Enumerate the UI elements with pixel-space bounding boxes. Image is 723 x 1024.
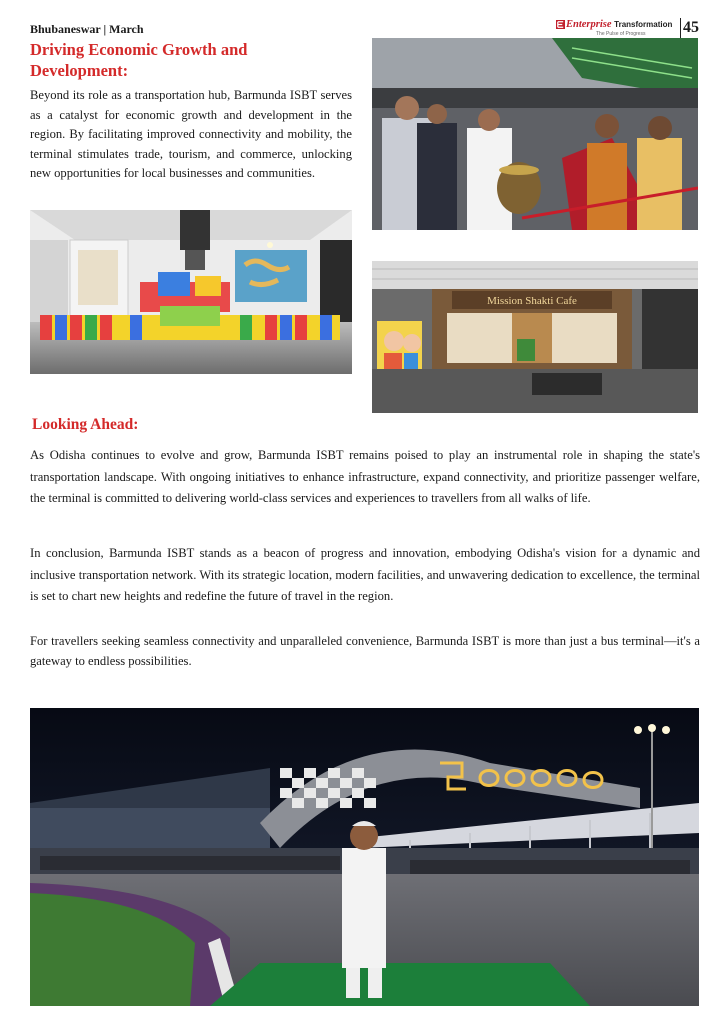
section-title-looking-ahead: Looking Ahead: — [32, 416, 139, 433]
section-title-line-2: Development: — [30, 61, 129, 80]
header-location-month: Bhubaneswar | March — [30, 22, 144, 36]
paragraph-looking-ahead-2: In conclusion, Barmunda ISBT stands as a beacon of progress and innovation, embodying Odisha's vision for a dynamic and inclusive transportation network. With its strategic location, modern facilities, and unwavering dedication to excellence, the terminal is set to chart new heights and redefine the future of travel in the region. — [30, 546, 700, 603]
section-title-line-1: Driving Economic Growth and — [30, 40, 248, 59]
brand-tagline: The Pulse of Progress — [596, 31, 646, 37]
paragraph-looking-ahead-3: For travellers seeking seamless connectivity and unparalleled convenience, Barmunda ISBT is more than just a bus terminal—it's a gateway to endless possibilities. — [30, 634, 700, 668]
brand-logo-block — [556, 19, 681, 39]
page-number: 45 — [680, 18, 699, 38]
photo-inauguration-event — [372, 38, 698, 230]
brand-mark-icon — [556, 20, 565, 29]
cafe-sign-text: Mission Shakti Cafe — [487, 295, 577, 307]
brand-name-transformation: Transformation — [614, 20, 673, 29]
photo-terminal-night — [30, 708, 699, 1006]
brand-name — [566, 19, 672, 30]
brand-name-enterprise: Enterprise — [566, 19, 612, 30]
photo-mission-shakti-cafe — [372, 261, 698, 413]
section-title-economic-growth — [30, 39, 330, 81]
photo-kids-play-area — [30, 210, 352, 374]
section-body-economic-growth: Beyond its role as a transportation hub, Barmunda ISBT serves as a catalyst for economic growth and development in the region. By facilitating improved connectivity and mobility, the terminal stimulates trade, tourism, and commerce, unlocking new opportunities for local businesses and communities. — [30, 88, 352, 180]
paragraph-looking-ahead-1: As Odisha continues to evolve and grow, Barmunda ISBT remains poised to play an instrumental role in shaping the state's transportation landscape. With ongoing initiatives to enhance infrastructure, expand connectivity, and prioritize passenger welfare, the terminal is committed to delivering world-class services and experiences to travellers from all walks of life. — [30, 448, 700, 505]
